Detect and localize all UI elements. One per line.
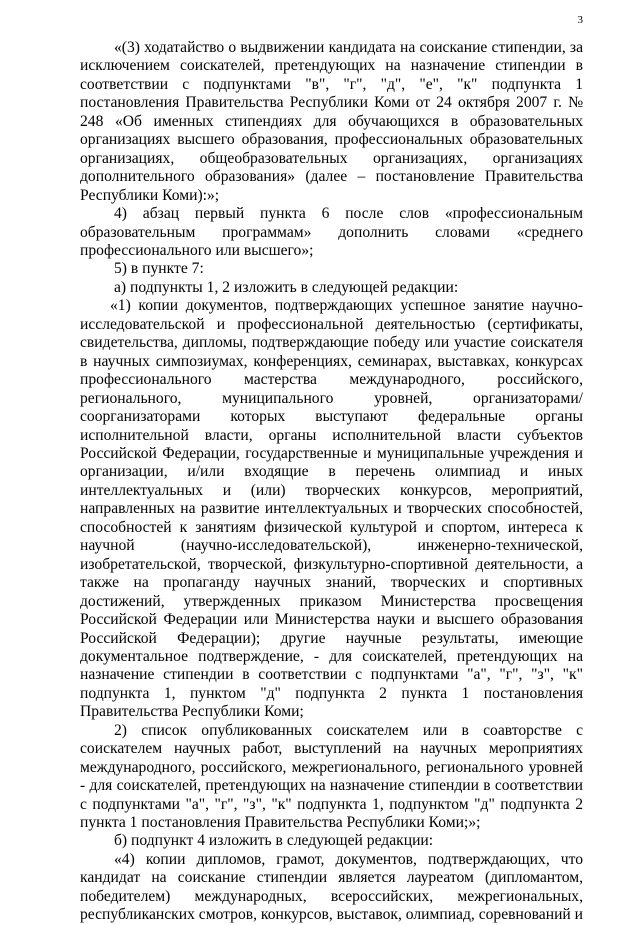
paragraph-publications-list: 2) список опубликованных соискателем или в соавторстве с соискателем научных работ, выступлений на научных мероприятиях международного, российского, межрегионального, регионального уровней - для соискателей, претендующих на назначение стипендии в соответствии с подпунктами "а", "г", "з", "к" подпункта 1, подпунктом "д" подпункта 2 пункта 1 постановления Правительства Республики Коми;»; [80,721,583,832]
paragraph-diplomas-copies: «4) копии дипломов, грамот, документов, подтверждающих, что кандидат на соискание стипендии является лауреатом (дипломантом, победителем) международных, всероссийских, межрегиональных, республиканских смотров, конкурсов, выставок, олимпиад, соревнований и [80,850,584,924]
paragraph-documents-copies: «1) копии документов, подтверждающих успешное занятие научно-исследовательской и профессиональной деятельностью (сертификаты, свидетельства, дипломы, подтверждающие победу или участие соискателя в научных симпозиумах, конференциях, семинарах, выставках, конкурсах профессионального мастерства международного, российского, регионального, муниципального уровней, организаторами/соорганизаторами которых выступают федеральные органы исполнительной власти, органы исполнительной власти субъектов Российской Федерации, государственные и муниципальные учреждения и организации, и/или входящие в перечень олимпиад и иных интеллектуальных и (или) творческих конкурсов, мероприятий, направленных на развитие интеллектуальных и творческих способностей, способностей к занятиям физической культурой и спортом, интереса к научной (научно-исследовательской), инженерно-технической, изобретательской, творческой, физкультурно-спортивной деятельности, а также на пропаганду научных знаний, творческих и спортивных достижений, утвержденных приказом Министерства просвещения Российской Федерации или Министерства науки и высшего образования Российской Федерации); другие научные результаты, имеющие документальное подтверждение, - для соискателей, претендующих на назначение стипендии в соответствии с подпунктами "а", "г", "з", "к" подпункта 1, пунктом "д" подпункта 2 пункта 1 постановления Правительства Республики Коми; [80,297,583,721]
page-number: 3 [577,14,583,26]
paragraph-subitem-a: а) подпункты 1, 2 изложить в следующей редакции: [114,278,459,296]
paragraph-item-4: 4) абзац первый пункта 6 после слов «профессиональным образовательным программам» дополнить словами «среднего профессионального или высшего»; [80,205,583,259]
paragraph-petition: «(3) ходатайство о выдвижении кандидата на соискание стипендии, за исключением соискателей, претендующих на назначение стипендии в соответствии с подпунктами "в", "г", "д", "е", "к" подпункта 1 постановления Правительства Республики Коми от 24 октября 2007 г. № 248 «Об именных стипендиях для обучающихся в образовательных организациях высшего образования, профессиональных образовательных организациях, общеобразовательных организациях, организациях дополнительного образования» (далее – постановление Правительства Республики Коми):»; [80,39,583,204]
paragraph-item-5: 5) в пункте 7: [114,260,204,278]
paragraph-subitem-b: б) подпункт 4 изложить в следующей редакции: [114,832,434,850]
document-body [80,39,583,925]
